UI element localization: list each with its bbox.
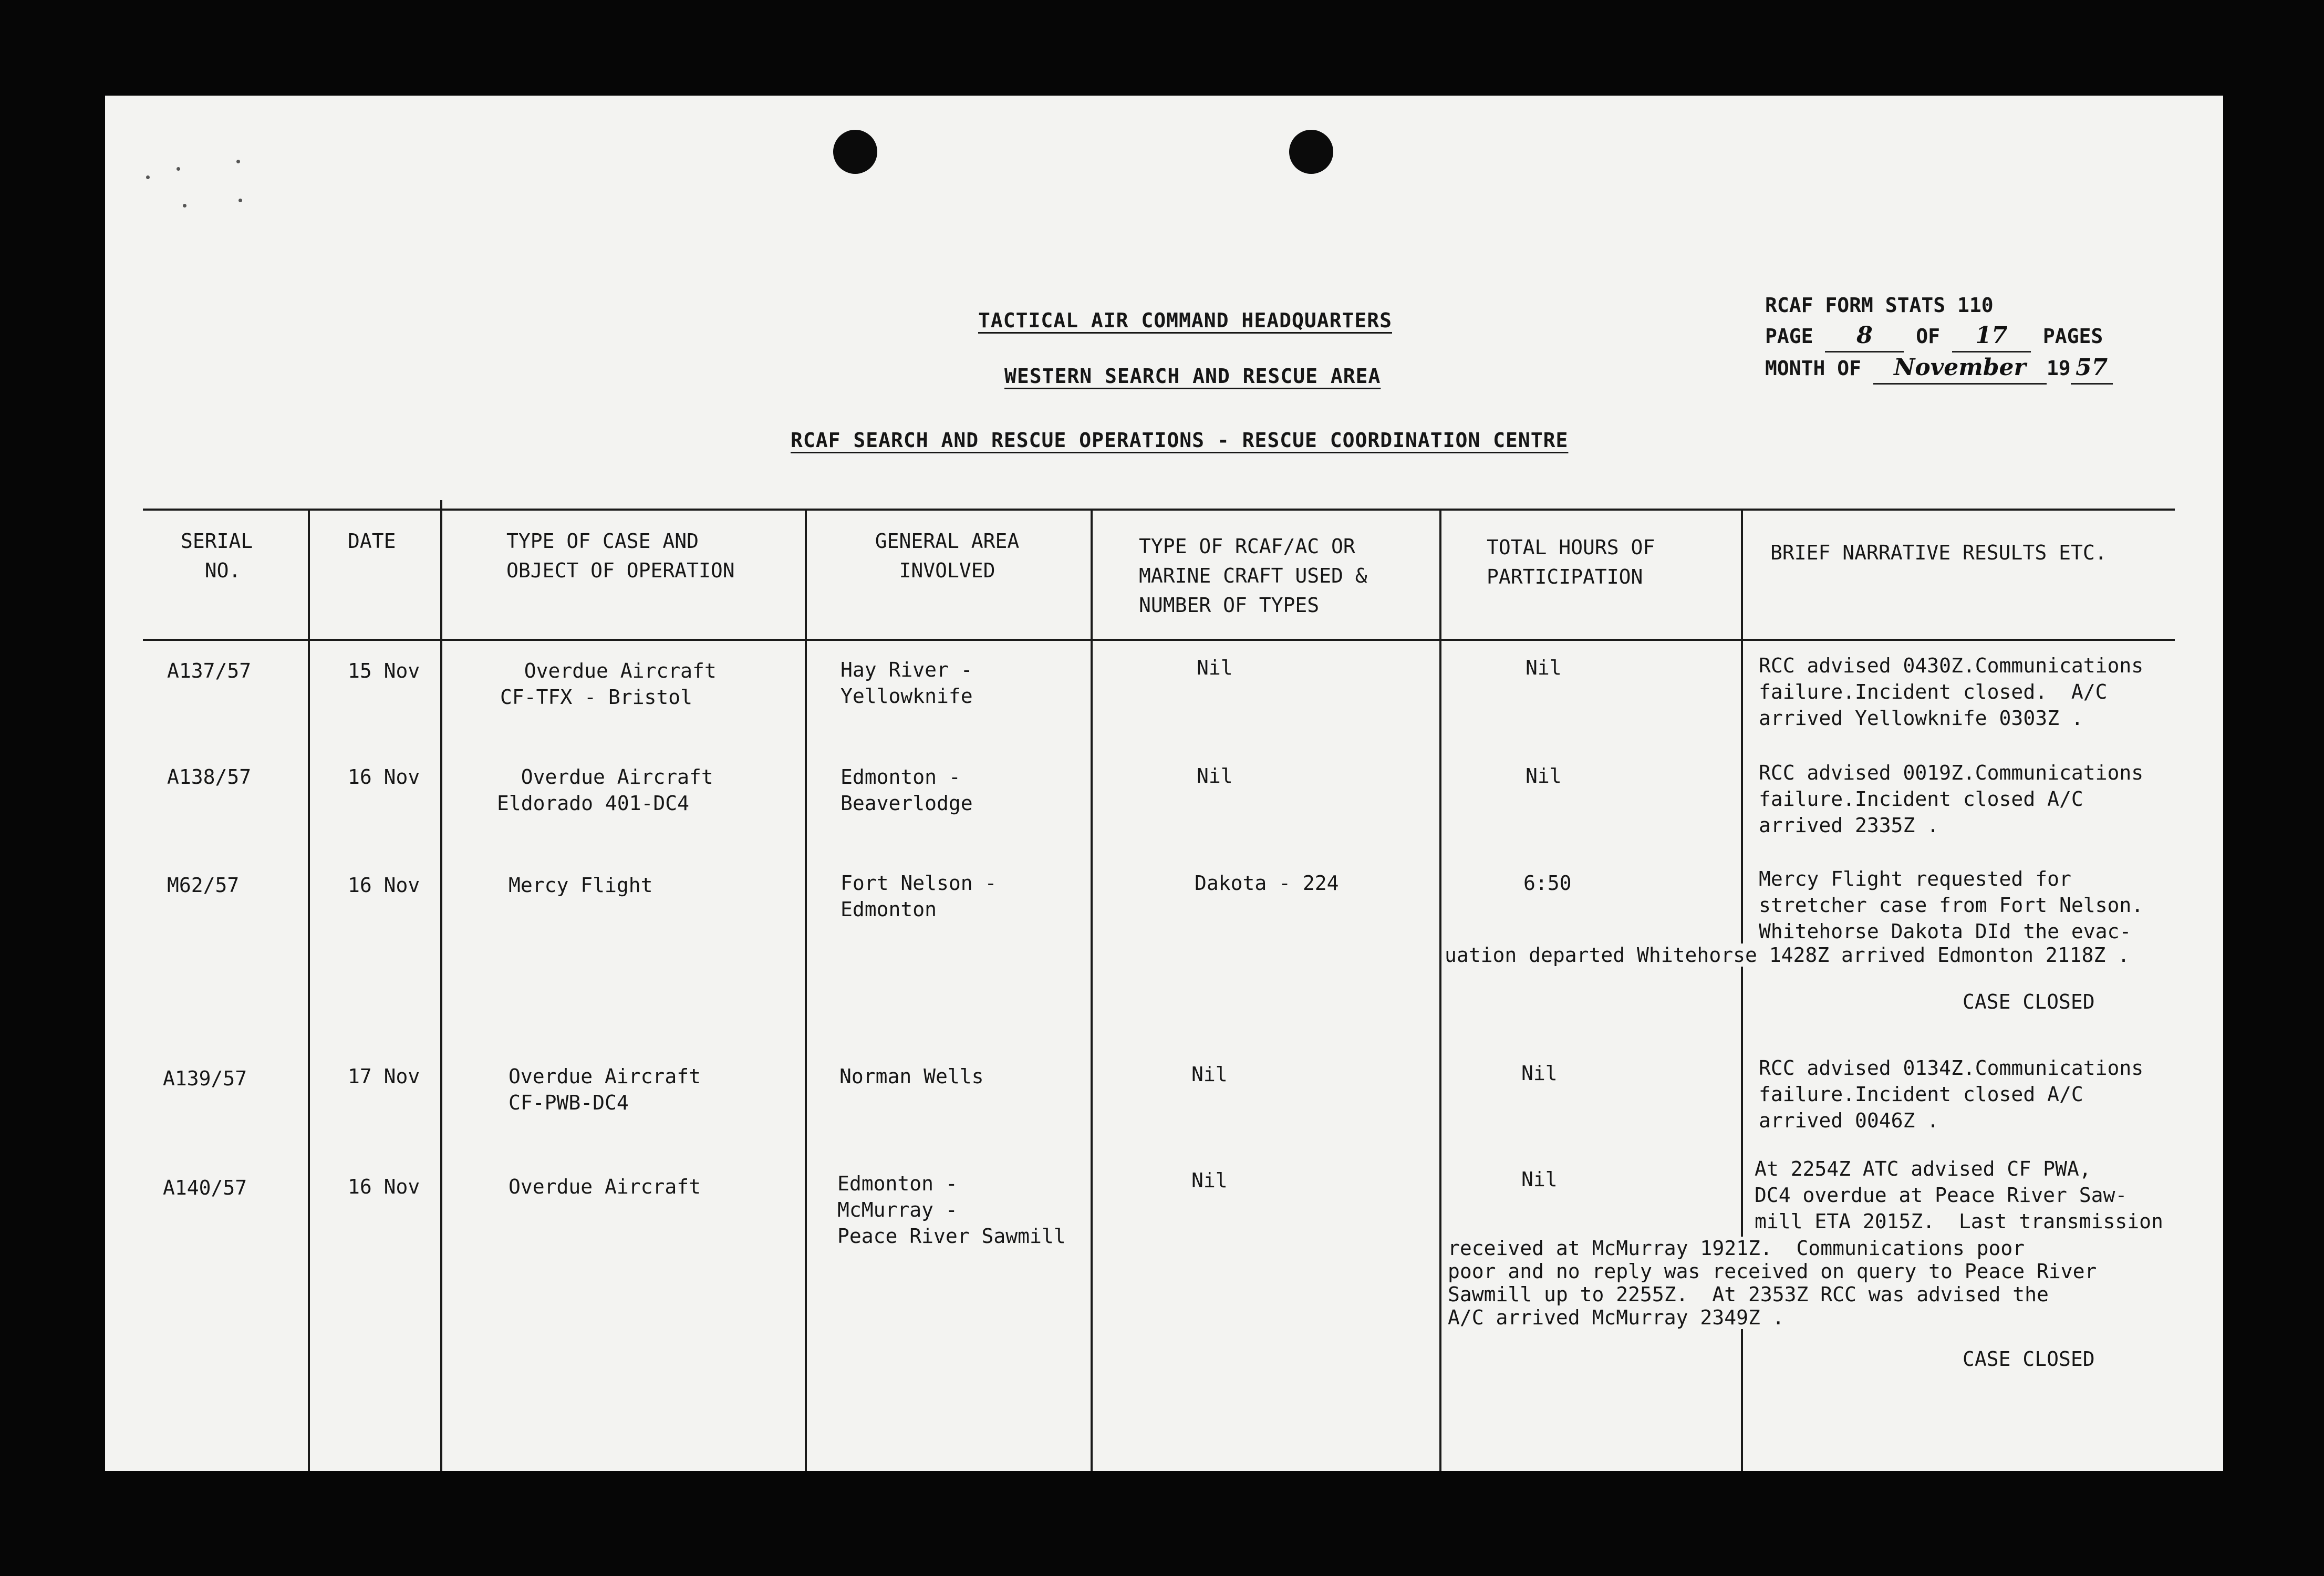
col-header-type-case: TYPE OF CASE AND OBJECT OF OPERATION xyxy=(506,530,735,582)
cell-date: 15 Nov xyxy=(348,659,420,682)
year-prefix: 19 xyxy=(2046,357,2071,380)
page-label: PAGE xyxy=(1765,325,1813,348)
cell-craft: Nil xyxy=(1197,656,1233,679)
col-header-date: DATE xyxy=(348,530,396,553)
col-header-craft: TYPE OF RCAF/AC OR MARINE CRAFT USED & NUMBER OF TYPES xyxy=(1139,535,1367,617)
of-label: OF xyxy=(1916,325,1941,348)
header-area: WESTERN SEARCH AND RESCUE AREA xyxy=(1004,365,1381,388)
header-command: TACTICAL AIR COMMAND HEADQUARTERS xyxy=(978,309,1392,332)
cell-serial: A139/57 xyxy=(163,1067,247,1090)
document-page xyxy=(105,96,2223,1471)
col-header-hours: TOTAL HOURS OF PARTICIPATION xyxy=(1487,536,1655,588)
cell-narrative: At 2254Z ATC advised CF PWA, DC4 overdue at Peace River Saw- mill ETA 2015Z. Last transmission xyxy=(1755,1157,2163,1233)
punch-hole-right xyxy=(1289,130,1333,174)
cell-area: Edmonton - McMurray - Peace River Sawmill xyxy=(837,1172,1066,1248)
cell-date: 16 Nov xyxy=(348,1175,420,1198)
cell-craft: Nil xyxy=(1191,1169,1228,1192)
cell-narrative: RCC advised 0430Z.Communications failure.Incident closed. A/C arrived Yellowknife 0303Z . xyxy=(1759,654,2144,730)
speck xyxy=(236,160,240,163)
month-value: November xyxy=(1873,352,2047,385)
cell-area: Fort Nelson - Edmonton xyxy=(841,872,997,921)
cell-serial: A140/57 xyxy=(163,1176,247,1199)
speck xyxy=(238,199,242,202)
cell-serial: A138/57 xyxy=(167,765,252,789)
cell-area: Hay River - Yellowknife xyxy=(841,658,973,708)
cell-hours: Nil xyxy=(1526,656,1562,679)
cell-serial: A137/57 xyxy=(167,659,252,682)
column-rule xyxy=(1091,510,1093,1471)
speck xyxy=(183,204,186,208)
total-pages: 17 xyxy=(1952,320,2031,352)
cell-narrative: RCC advised 0134Z.Communications failure.Incident closed A/C arrived 0046Z . xyxy=(1759,1056,2144,1132)
table-top-rule xyxy=(143,509,2175,511)
cell-date: 16 Nov xyxy=(348,874,420,897)
cell-date: 16 Nov xyxy=(348,765,420,789)
column-rule xyxy=(440,500,442,1471)
header-bottom-rule xyxy=(143,639,2175,641)
punch-hole-left xyxy=(833,130,877,174)
cell-craft: Nil xyxy=(1197,764,1233,787)
narrative-continuation: received at McMurray 1921Z. Communications poor poor and no reply was received on query to Peace River Sawmill up to 2255Z. At 2353Z RCC was advised the A/C arrived McMurray 2349Z . xyxy=(1448,1237,2097,1329)
col-header-serial: SERIAL NO. xyxy=(181,530,253,582)
pages-label: PAGES xyxy=(2042,325,2103,348)
cell-hours: Nil xyxy=(1521,1062,1558,1085)
cell-hours: 6:50 xyxy=(1523,872,1572,895)
cell-hours: Nil xyxy=(1521,1168,1558,1191)
year-suffix: 57 xyxy=(2071,352,2113,385)
cell-type-case: Mercy Flight xyxy=(509,874,653,897)
cell-type-case: Overdue Aircraft xyxy=(509,1175,701,1198)
page-number: 8 xyxy=(1825,320,1904,352)
cell-type-case: Overdue Aircraft Eldorado 401-DC4 xyxy=(497,765,713,815)
column-rule xyxy=(308,510,310,1471)
form-name: RCAF FORM STATS 110 xyxy=(1765,294,1994,317)
cell-serial: M62/57 xyxy=(167,874,240,897)
month-label: MONTH OF xyxy=(1765,357,1862,380)
cell-craft: Nil xyxy=(1191,1063,1228,1086)
cell-date: 17 Nov xyxy=(348,1065,420,1088)
speck xyxy=(177,167,180,171)
cell-narrative: Mercy Flight requested for stretcher case from Fort Nelson. Whitehorse Dakota DId the evac- xyxy=(1759,867,2144,943)
speck xyxy=(146,175,150,179)
cell-area: Edmonton - Beaverlodge xyxy=(841,765,973,815)
header-operations: RCAF SEARCH AND RESCUE OPERATIONS - RESCUE COORDINATION CENTRE xyxy=(791,429,1569,452)
form-month-line xyxy=(1765,352,2113,385)
cell-narrative: RCC advised 0019Z.Communications failure.Incident closed A/C arrived 2335Z . xyxy=(1759,761,2144,837)
cell-type-case: Overdue Aircraft CF-TFX - Bristol xyxy=(500,659,717,709)
col-header-area: GENERAL AREA INVOLVED xyxy=(875,530,1020,582)
column-rule xyxy=(1439,510,1441,1471)
case-status: CASE CLOSED xyxy=(1963,990,2095,1013)
narrative-continuation: uation departed Whitehorse 1428Z arrived Edmonton 2118Z . xyxy=(1445,943,2130,967)
cell-area: Norman Wells xyxy=(839,1065,984,1088)
form-page-line xyxy=(1765,320,2113,352)
form-block xyxy=(1765,290,2113,385)
col-header-narrative: BRIEF NARRATIVE RESULTS ETC. xyxy=(1770,541,2107,564)
column-rule xyxy=(805,510,807,1471)
cell-craft: Dakota - 224 xyxy=(1195,872,1339,895)
case-status: CASE CLOSED xyxy=(1963,1347,2095,1371)
cell-type-case: Overdue Aircraft CF-PWB-DC4 xyxy=(509,1065,701,1114)
cell-hours: Nil xyxy=(1526,764,1562,787)
